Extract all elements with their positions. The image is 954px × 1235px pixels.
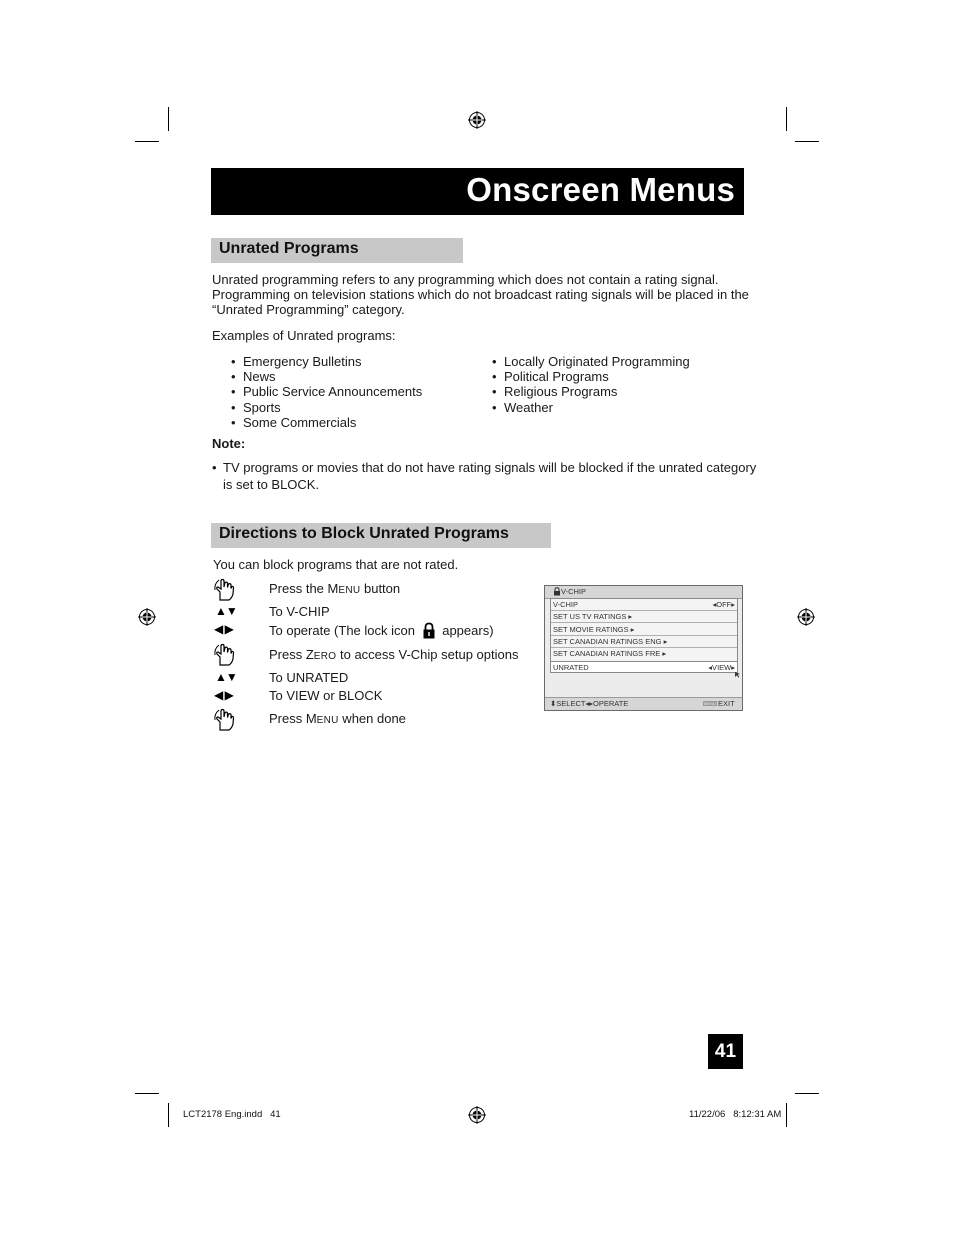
vchip-menu-row: V-CHIP ◂OFF▸ <box>553 600 735 609</box>
registration-mark-icon <box>468 111 486 129</box>
section-heading-text: Unrated Programs <box>219 240 359 257</box>
page-number: 41 <box>708 1034 743 1069</box>
registration-mark-icon <box>468 1106 486 1124</box>
vchip-menu-row: SET US TV RATINGS ▸ <box>551 611 737 623</box>
remote-hand-icon <box>212 577 237 602</box>
page-title: Onscreen Menus <box>466 171 735 208</box>
examples-list-right <box>492 354 690 415</box>
vchip-menu-unrated-row: UNRATED ◂VIEW▸ <box>550 661 738 673</box>
list-item: • Public Service Announcements <box>231 384 422 399</box>
up-down-arrows-icon: ▲▼ <box>215 670 237 684</box>
list-item: • Emergency Bulletins <box>231 354 422 369</box>
registration-mark-icon <box>797 608 815 626</box>
vchip-menu-row: SET MOVIE RATINGS ▸ <box>551 624 737 636</box>
step-press-zero: Press ZERO to access V-Chip setup options <box>269 647 519 662</box>
section-heading-directions <box>211 523 551 548</box>
list-item: • Sports <box>231 400 422 415</box>
left-right-arrows-icon: ◀ ▶ <box>214 688 233 702</box>
crop-mark <box>135 141 159 142</box>
vchip-menu-title: V-CHIP <box>561 587 587 596</box>
footer-filename: LCT2178 Eng.indd 41 <box>183 1109 281 1120</box>
step-press-menu: Press the MENU button <box>269 581 401 596</box>
step-operate: To operate (The lock icon appears) <box>269 623 494 638</box>
list-item: • Some Commercials <box>231 415 422 430</box>
page-header-banner <box>211 168 744 215</box>
vchip-menu-footer: ⬍SELECT◂▸OPERATE MENU EXIT <box>545 697 742 710</box>
note-line: is set to BLOCK. <box>223 477 320 492</box>
note-line: TV programs or movies that do not have rating signals will be blocked if the unrated category <box>223 460 757 475</box>
lock-icon <box>422 622 436 639</box>
step-to-vchip: To V-CHIP <box>269 604 330 619</box>
crop-mark <box>168 1103 169 1127</box>
step-view-block: To VIEW or BLOCK <box>269 688 383 703</box>
left-right-arrows-icon: ◀ ▶ <box>214 622 233 636</box>
list-item: • News <box>231 369 422 384</box>
list-item: • Religious Programs <box>492 384 690 399</box>
remote-hand-icon <box>212 707 237 732</box>
crop-mark <box>786 1103 787 1127</box>
crop-mark <box>786 107 787 131</box>
crop-mark <box>168 107 169 131</box>
footer-timestamp: 11/22/06 8:12:31 AM <box>689 1109 782 1120</box>
directions-intro: You can block programs that are not rated. <box>213 557 459 572</box>
crop-mark <box>795 141 819 142</box>
cursor-icon <box>734 671 741 678</box>
crop-mark <box>795 1093 819 1094</box>
registration-mark-icon <box>138 608 156 626</box>
note-bullet: • <box>212 460 217 475</box>
remote-hand-icon <box>212 642 237 667</box>
section-heading-unrated <box>211 238 463 263</box>
list-item: • Political Programs <box>492 369 690 384</box>
intro-line: Unrated programming refers to any programming which does not contain a rating signal. <box>212 272 719 287</box>
vchip-menu-screenshot <box>544 585 743 711</box>
examples-label: Examples of Unrated programs: <box>212 328 396 343</box>
examples-list-left <box>231 354 422 430</box>
step-press-menu-done: Press MENU when done <box>269 711 406 726</box>
crop-mark <box>135 1093 159 1094</box>
list-item: • Locally Originated Programming <box>492 354 690 369</box>
vchip-menu-row: SET CANADIAN RATINGS FRE ▸ <box>553 649 667 658</box>
lock-icon <box>553 587 561 596</box>
note-label: Note: <box>212 436 246 451</box>
list-item: • Weather <box>492 400 690 415</box>
vchip-menu-list <box>550 598 738 662</box>
intro-line: Programming on television stations which do not broadcast rating signals will be placed in the <box>212 287 749 302</box>
section-heading-text: Directions to Block Unrated Programs <box>219 525 509 542</box>
up-down-arrows-icon: ▲▼ <box>215 604 237 618</box>
step-to-unrated: To UNRATED <box>269 670 349 685</box>
vchip-menu-row: SET CANADIAN RATINGS ENG ▸ <box>551 636 737 648</box>
intro-line: “Unrated Programming” category. <box>212 302 405 317</box>
